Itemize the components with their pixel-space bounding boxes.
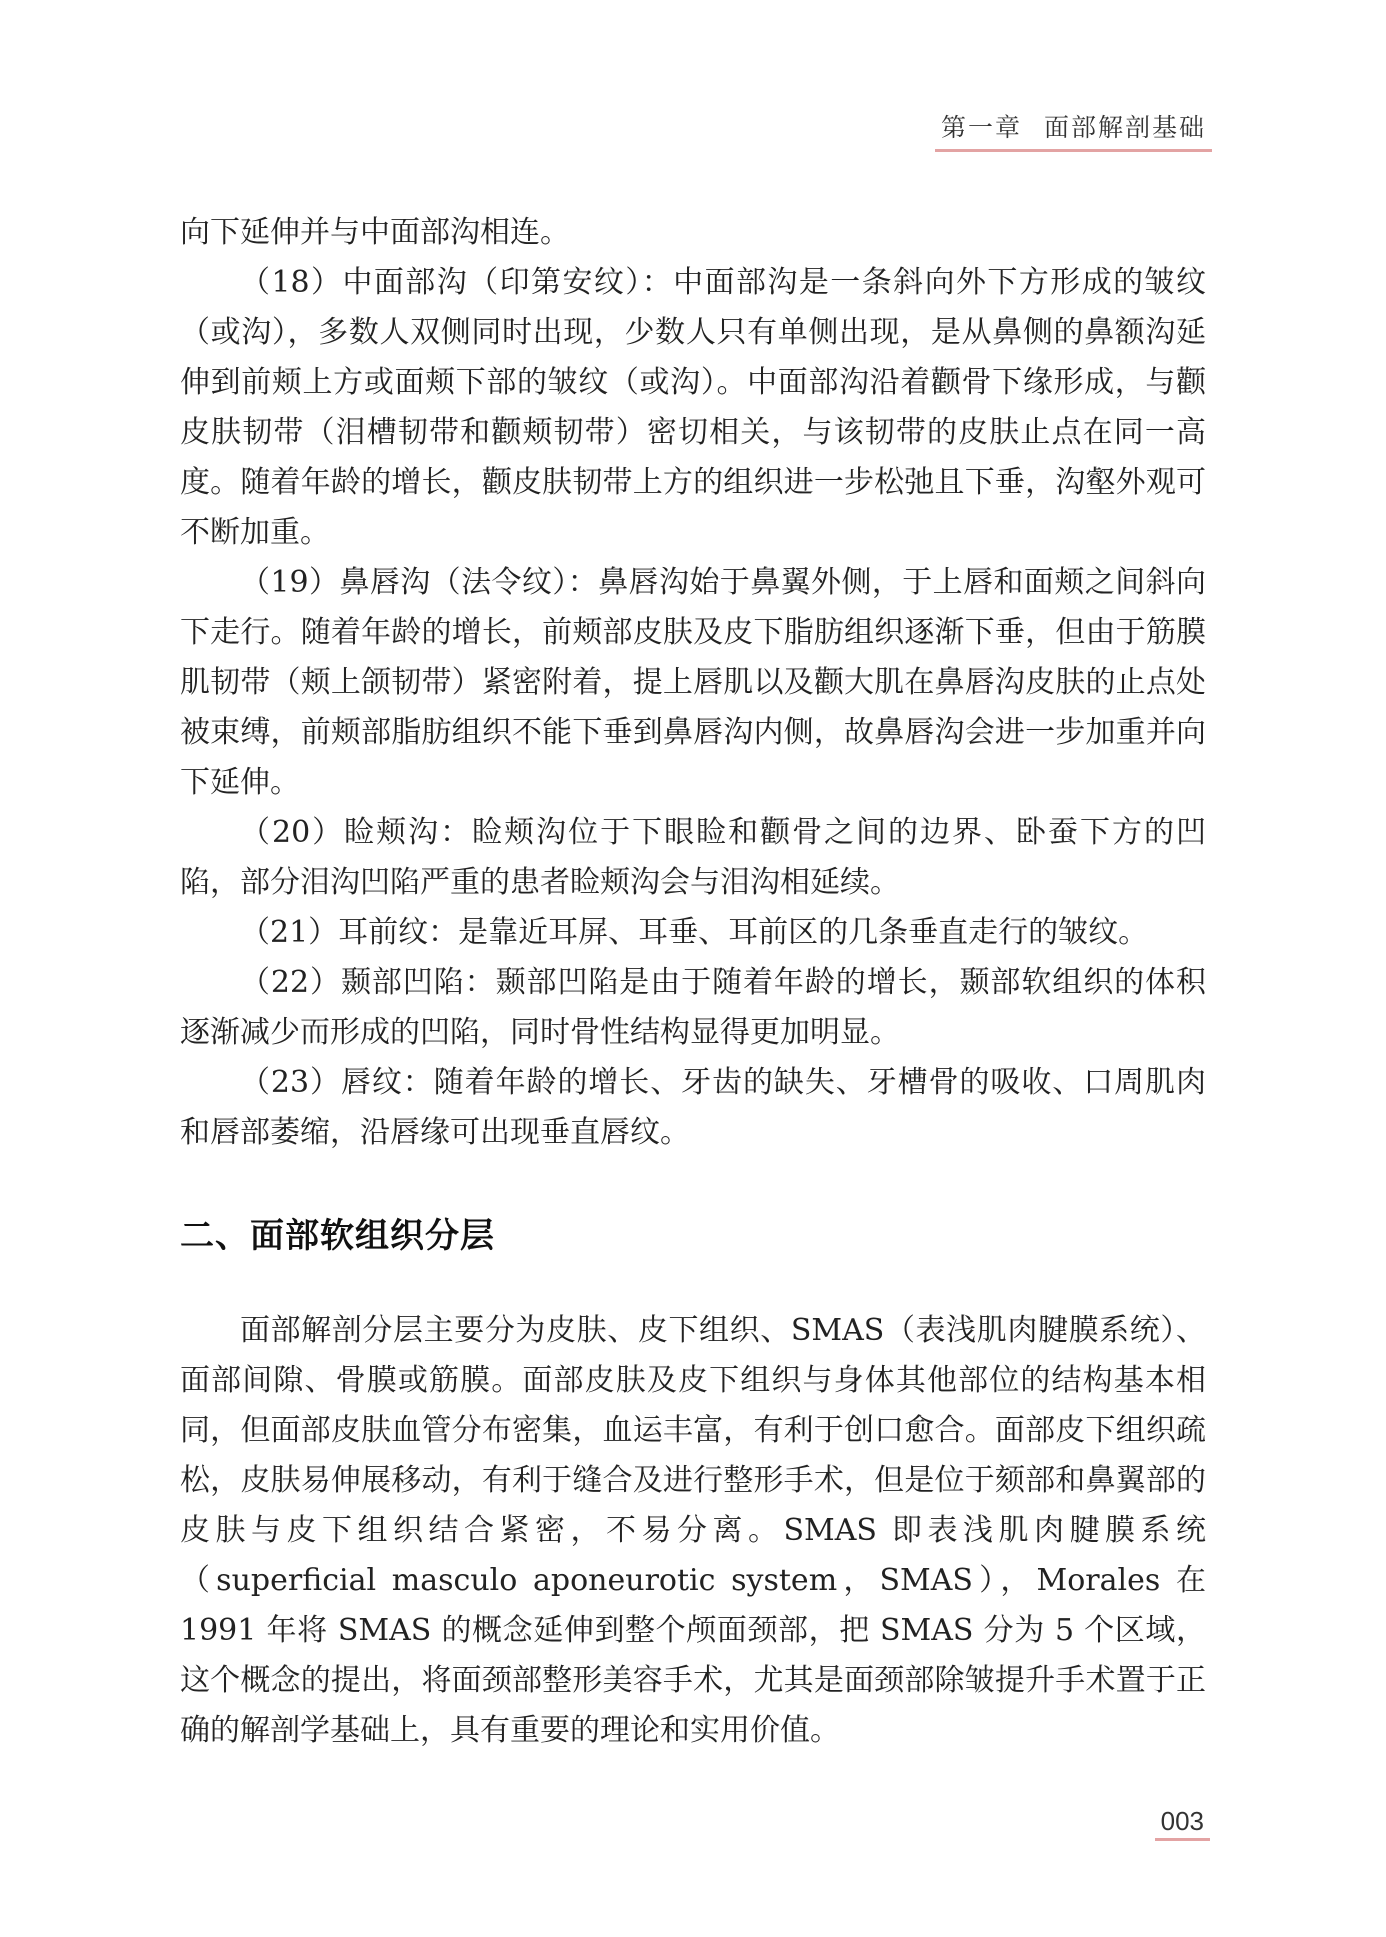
- section-heading: 二、面部软组织分层: [180, 1216, 495, 1256]
- chapter-title: 面部解剖基础: [1043, 113, 1206, 142]
- running-head: [941, 108, 1206, 152]
- paragraph-item-20: （20）睑颊沟：睑颊沟位于下眼睑和颧骨之间的边界、卧蚕下方的凹陷，部分泪沟凹陷严重的患者睑颊沟会与泪沟相延续。: [180, 815, 1206, 900]
- header-rule: [935, 149, 1212, 152]
- paragraph-continuation: 向下延伸并与中面部沟相连。: [180, 215, 570, 250]
- page-number: [1159, 1806, 1206, 1841]
- page-number-text: 003: [1160, 1806, 1204, 1836]
- chapter-number: 第一章: [940, 113, 1022, 142]
- paragraph-item-23: （23）唇纹：随着年龄的增长、牙齿的缺失、牙槽骨的吸收、口周肌肉和唇部萎缩，沿唇缘可出现垂直唇纹。: [180, 1065, 1206, 1150]
- paragraph-item-22: （22）颞部凹陷：颞部凹陷是由于随着年龄的增长，颞部软组织的体积逐渐减少而形成的凹陷，同时骨性结构显得更加明显。: [180, 965, 1206, 1050]
- body-text-section-1: [180, 208, 1206, 1158]
- paragraph-item-19: （19）鼻唇沟（法令纹）：鼻唇沟始于鼻翼外侧，于上唇和面颊之间斜向下走行。随着年龄的增长，前颊部皮肤及皮下脂肪组织逐渐下垂，但由于筋膜肌韧带（颊上颌韧带）紧密附着，提上唇肌以及颧大肌在鼻唇沟皮肤的止点处被束缚，前颊部脂肪组织不能下垂到鼻唇沟内侧，故鼻唇沟会进一步加重并向下延伸。: [180, 565, 1206, 800]
- page-number-rule: [1155, 1838, 1210, 1841]
- paragraph-soft-tissue-layers: 面部解剖分层主要分为皮肤、皮下组织、SMAS（表浅肌肉腱膜系统）、面部间隙、骨膜或筋膜。面部皮肤及皮下组织与身体其他部位的结构基本相同，但面部皮肤血管分布密集，血运丰富，有利于创口愈合。面部皮下组织疏松，皮肤易伸展移动，有利于缝合及进行整形手术，但是位于颏部和鼻翼部的皮肤与皮下组织结合紧密，不易分离。SMAS 即表浅肌肉腱膜系统（superficial masculo aponeurotic system，SMAS），Morales 在 1991 年将 SMAS 的概念延伸到整个颅面颈部，把 SMAS 分为 5 个区域，这个概念的提出，将面颈部整形美容手术，尤其是面颈部除皱提升手术置于正确的解剖学基础上，具有重要的理论和实用价值。: [180, 1313, 1206, 1748]
- body-text-section-2: [180, 1306, 1206, 1756]
- paragraph-item-21: （21）耳前纹：是靠近耳屏、耳垂、耳前区的几条垂直走行的皱纹。: [240, 915, 1149, 950]
- paragraph-item-18: （18）中面部沟（印第安纹）：中面部沟是一条斜向外下方形成的皱纹（或沟），多数人双侧同时出现，少数人只有单侧出现，是从鼻侧的鼻额沟延伸到前颊上方或面颊下部的皱纹（或沟）。中面部沟沿着颧骨下缘形成，与颧皮肤韧带（泪槽韧带和颧颊韧带）密切相关，与该韧带的皮肤止点在同一高度。随着年龄的增长，颧皮肤韧带上方的组织进一步松弛且下垂，沟壑外观可不断加重。: [180, 265, 1206, 550]
